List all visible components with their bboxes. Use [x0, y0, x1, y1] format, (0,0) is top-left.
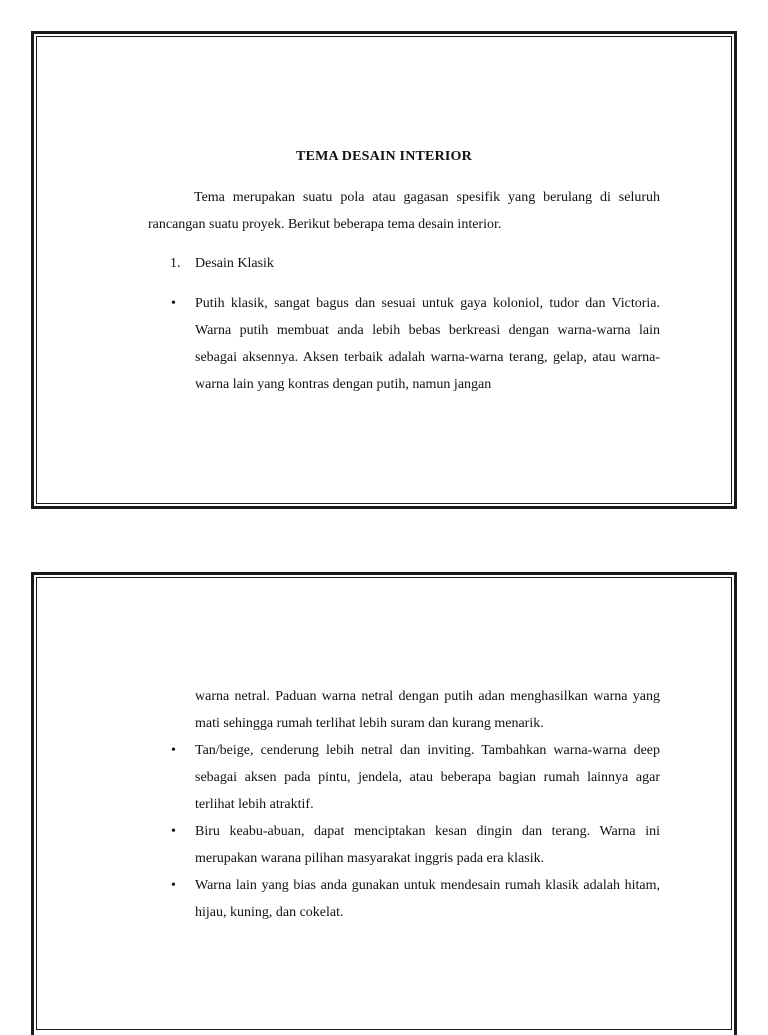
document-title: TEMA DESAIN INTERIOR	[296, 149, 472, 164]
page-1	[31, 31, 737, 509]
bullet-item-biru-keabu-abuan	[170, 818, 660, 872]
bullet-icon: •	[171, 296, 176, 311]
page-2	[31, 572, 737, 1035]
numbered-item-desain-klasik	[170, 250, 274, 277]
bullet-item-putih-klasik	[170, 290, 660, 398]
bullet-icon: •	[171, 878, 176, 893]
bullet-list-page-2	[170, 737, 660, 926]
bullet-item-tan-beige	[170, 737, 660, 818]
bullet-text: Putih klasik, sangat bagus dan sesuai untuk gaya koloniol, tudor dan Victoria. Warna putih membuat anda lebih bebas berkreasi dengan warna-warna lain sebagai aksennya. Aksen terbaik adalah warna-warna terang, gelap, atau warna-warna lain yang kontras dengan putih, namun jangan	[195, 296, 660, 392]
continuation-paragraph: warna netral. Paduan warna netral dengan putih adan menghasilkan warna yang mati sehingga rumah terlihat lebih suram dan kurang menarik.	[195, 689, 660, 731]
bullet-text: Tan/beige, cenderung lebih netral dan inviting. Tambahkan warna-warna deep sebagai aksen pada pintu, jendela, atau beberapa bagian rumah lainnya agar terlihat lebih atraktif.	[195, 743, 660, 812]
item-number: 1.	[170, 256, 181, 271]
bullet-icon: •	[171, 743, 176, 758]
intro-paragraph: Tema merupakan suatu pola atau gagasan spesifik yang berulang di seluruh rancangan suatu proyek. Berikut beberapa tema desain interior.	[148, 190, 660, 232]
bullet-text: Warna lain yang bias anda gunakan untuk mendesain rumah klasik adalah hitam, hijau, kuning, dan cokelat.	[195, 878, 660, 920]
item-label: Desain Klasik	[195, 256, 274, 271]
bullet-icon: •	[171, 824, 176, 839]
bullet-text: Biru keabu-abuan, dapat menciptakan kesan dingin dan terang. Warna ini merupakan warana pilihan masyarakat inggris pada era klasik.	[195, 824, 660, 866]
bullet-item-warna-lain	[170, 872, 660, 926]
bullet-list-page-1	[170, 290, 660, 398]
